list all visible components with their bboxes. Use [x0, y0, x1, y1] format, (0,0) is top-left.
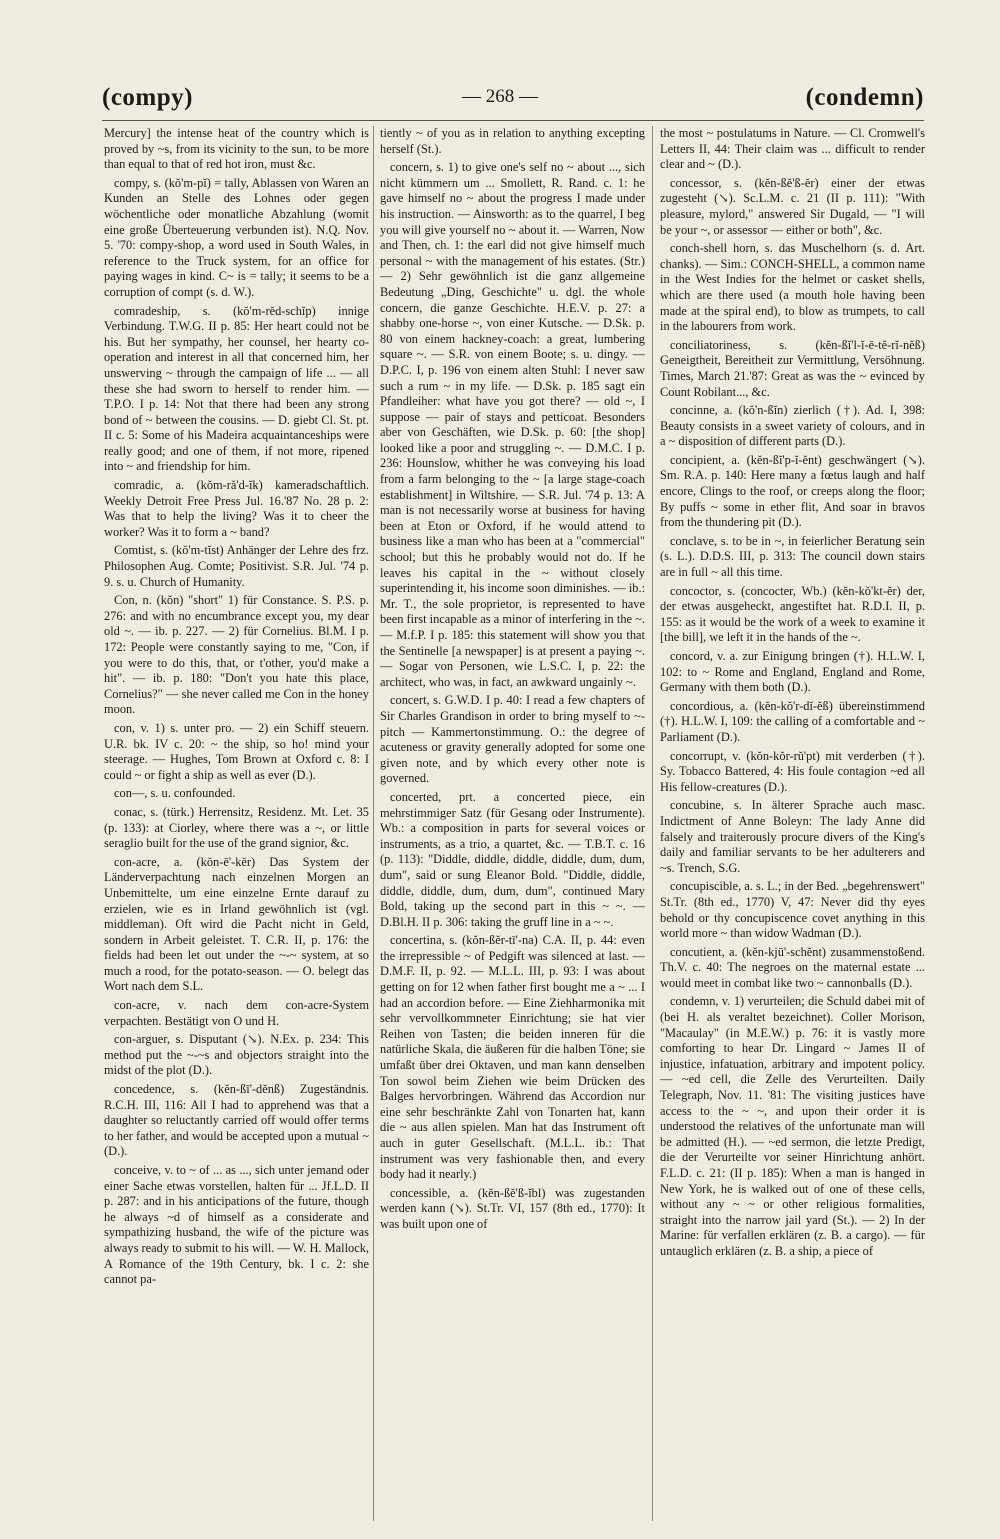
dictionary-entry: conciliatoriness, s. (kĕn-ßĭ'l-ĭ-ē-tĕ-rĭ-nĕß) Geneigtheit, Bereitheit zur Vermittlung, Versöhnung. Times, March 21.'87: Great as was the ~ evinced by Count Robilant..., &c.	[660, 337, 925, 399]
dictionary-entry: concessible, a. (kĕn-ßĕ'ß-ĭbl) was zugestanden werden kann (↘). St.Tr. VI, 157 (8th ed., 1770): It was built upon one of	[380, 1185, 645, 1231]
column-2	[380, 126, 645, 1526]
dictionary-entry: compy, s. (kŏ'm-pĭ) = tally, Ablassen von Waren an Kunden an Stelle des Lohnes oder gegen wöchentliche oder monatliche Abzahlung (womit eine große Überteuerung verbunden ist). N.Q. Nov. 5. '70: compy-shop, a word used in South Wales, in reference to the Truck system, for an office for paying wages in kind. C~ is = tally; it seems to be a corruption of compt (s. d. W.).	[104, 175, 369, 299]
dictionary-entry: concorrupt, v. (kŏn-kŏr-rŭ'pt) mit verderben (†). Sy. Tobacco Battered, 4: His foule contagion ~ed all His fellow-creatures (D.).	[660, 748, 925, 794]
dictionary-entry: comradic, a. (kŏm-ră'd-ĭk) kameradschaftlich. Weekly Detroit Free Press Jul. 16.'87 No. 28 p. 2: Was that to help the living? Was it to cheer the worker? Was it to form a ~ band?	[104, 478, 369, 539]
column-divider	[373, 126, 374, 1521]
header-rule	[102, 120, 924, 121]
continued-text: the most ~ postulatums in Nature. — Cl. Cromwell's Letters II, 44: Their claim was ... difficult to render clear and ~ (D.).	[660, 126, 925, 172]
dictionary-entry: con-arguer, s. Disputant (↘). N.Ex. p. 234: This method put the ~-~s and objectors straight into the midst of the plot (D.).	[104, 1032, 369, 1078]
dictionary-entry: Comtist, s. (kŏ'm-tĭst) Anhänger der Lehre des frz. Philosophen Aug. Comte; Positivist. S.R. Jul. '74 p. 9. s. u. Church of Humanity.	[104, 543, 369, 589]
column-divider	[652, 126, 653, 1521]
dictionary-entry: comradeship, s. (kŏ'm-rĕd-schĭp) innige Verbindung. T.W.G. II p. 85: Her heart could not be his. But her sympathy, her counsel, her hearty co-operation and interest in all that concerned him, her unswerving ~ through the campaign of life ... — all these she had sworn to herself to render him. — T.P.O. I p. 14: Not that there had been any strong bond of ~ between the cousins. — D. giebt Cl. St. pt. II c. 5: Some of his Madeira acquaintanceships were really good; and one of them, if not more, ripened into ~ and friendship for him.	[104, 303, 369, 474]
dictionary-entry: conch-shell horn, s. das Muschelhorn (s. d. Art. chanks). — Sim.: CONCH-SHELL, a common name in the West Indies for the helmet or casket shells, which are there used (a mouth hole having been made at the spiral end), to blow as trumpets, to call in the labourers from work.	[660, 241, 925, 334]
dictionary-entry: con, v. 1) s. unter pro. — 2) ein Schiff steuern. U.R. bk. IV c. 20: ~ the ship, so ho! mind your steerage. — Hughes, Tom Brown at Oxford c. 8: I could ~ or fight a ship as well as ever (D.).	[104, 720, 369, 782]
dictionary-entry: concordious, a. (kĕn-kŏ'r-dĭ-ĕß) übereinstimmend (†). H.L.W. I, 109: the calling of a comfortable and ~ Parliament (D.).	[660, 698, 925, 744]
dictionary-entry: concern, s. 1) to give one's self no ~ about ..., sich nicht kümmern um ... Smollett, R. Rand. c. 1: he gave himself no ~ about the progress I made under his instruction. — Ainsworth: as to the quarrel, I beg you will give yourself no ~ about it. — Warren, Now and Then, ch. 1: the earl did not give himself much personal ~ with the management of his estates. (Str.) — 2) Sehr gewöhnlich ist die ganz allgemeine Bedeutung „Ding, Geschichte" u. dgl. the whole concern, die ganze Geschichte. H.E.V. p. 27: a shabby one-horse ~, von einer Kutsche. — D.Sk. p. 80 von einem hackney-coach: a great, lumbering square ~. — S.R. von einem Boote; s. u. dingy. — D.P.C. I, p. 196 von einem alten Stuhl: I never saw such a rum ~ in my life. — D.Sk. p. 185 sagt ein Pfandleiher: what have you got there? — old ~, I suppose — pair of stays and petticoat. Besonders aber von Geschäften, wie D.Sk. p. 60: [the shop] looked like a poor and struggling ~. — D.M.C. I p. 236: Hounslow, whither he was conveying his load from a farm belonging to the ~ [a large stage-coach establishment] in Wiltshire. — S.R. Jul. '74 p. 13: A man is not necessarily worse at business for having been at Eton or Oxford, if he would attend to business like a man who has been at a "commercial" school; but this he probably would not do. If he leaves his capital in the ~ without closely superintending it, his income soon diminishes. — ib.: Mr. T., the sole proprietor, is represented to have been first incapable as a minor of interfering in the ~. — M.f.P. I p. 185: this statement will show you that the Sentinelle [a newspaper] is at present a paying ~. — Sogar von Personen, wie L.S.C. I, p. 22: the architect, who was, in fact, an awkward ungainly ~.	[380, 160, 645, 689]
dictionary-entry: condemn, v. 1) verurteilen; die Schuld dabei mit of (bei H. als veraltet bezeichnet). Coller Morison, "Macaulay" (in M.E.W.) p. 76: it is vastly more comforting to hear Dr. Lingard ~ James II of injustice, infatuation, arbitrary and impotent policy. — ~ed cell, die Zelle des Verurteilten. Daily Telegraph, Nov. 11. '81: The visiting justices have access to the ~ ~, and upon their order it is understood the relatives of the unfortunate man will be admitted (H.). — ~ed sermon, die letzte Predigt, die der Verurteilte vor seiner Hinrichtung anhört. F.L.D. c. 21: (II p. 185): When a man is hanged in New York, he is walked out of one of these cells, without any ~ ~ or other religious formalities, straight into the narrow jail yard (St.). — 2) In der Marine: für verfallen erklären (z. B. a cargo). — für untauglich erklären (z. B. a ship, a piece of	[660, 994, 925, 1258]
dictionary-entry: concupiscible, a. s. L.; in der Bed. „begehrenswert" St.Tr. (8th ed., 1770) V, 47: Never did thy eyes behold or thy concupiscence covet anything in this world more ~ than widow Wadman (D.).	[660, 879, 925, 941]
continued-text: tiently ~ of you as in relation to anything excepting herself (St.).	[380, 126, 645, 156]
dictionary-entry: concutient, a. (kĕn-kjū'-schĕnt) zusammenstoßend. Th.V. c. 40: The negroes on the maternal estate ... would meet in combat like two ~ cannonballs (D.).	[660, 944, 925, 990]
dictionary-entry: conac, s. (türk.) Herrensitz, Residenz. Mt. Let. 35 (p. 133): at Ciorley, where there was a ~, or little seraglio built for the use of the grand signior, &c.	[104, 804, 369, 851]
page-header	[0, 84, 1000, 124]
page-number: — 268 —	[462, 86, 538, 107]
dictionary-entry: concinne, a. (kŏ'n-ßĭn) zierlich (†). Ad. I, 398: Beauty consists in a sweet variety of colours, and in a ~ disposition of different parts (D.).	[660, 403, 925, 449]
dictionary-entry: conceive, v. to ~ of ... as ..., sich unter jemand oder einer Sache etwas vorstellen, halten für ... Jf.L.D. II p. 287: and in his anticipations of the future, though he always ~d of himself as a considerate and sympathizing husband, the wife of the picture was always ready to submit to his will. — W. H. Mallock, A Romance of the 19th Century, bk. I c. 2: she cannot pa-	[104, 1163, 369, 1287]
dictionary-entry: concedence, s. (kĕn-ßī'-dĕnß) Zugeständnis. R.C.H. III, 116: All I had to apprehend was that a daughter so reluctantly carried off would offer terms to her father, and would be accepted upon a mutual ~ (D.).	[104, 1082, 369, 1159]
dictionary-entry: concessor, s. (kĕn-ßĕ'ß-ĕr) einer der etwas zugesteht (↘). Sc.L.M. c. 21 (II p. 111): "With pleasure, mylord," answered Sir Dugald, — "I will be your ~, or assessor — either or both", &c.	[660, 175, 925, 237]
continued-text: Mercury] the intense heat of the country which is proved by ~s, from its vicinity to the sun, to be more than equal to that of red hot iron, must &c.	[104, 126, 369, 172]
dictionary-entry: concipient, a. (kĕn-ßĭ'p-ĭ-ĕnt) geschwängert (↘). Sm. R.A. p. 140: Here many a fœtus laugh and half encore, Clings to the roof, or creeps along the floor; By puffs ~ some in ether flit, And soar in bravos from the thundering pit (D.).	[660, 452, 925, 530]
dictionary-entry: conclave, s. to be in ~, in feierlicher Beratung sein (s. L.). D.D.S. III, p. 313: The council down stairs are in full ~ all this time.	[660, 533, 925, 580]
dictionary-entry: concerted, prt. a concerted piece, ein mehrstimmiger Satz (für Gesang oder Instrumente). Wb.: a composition in parts for several voices or instruments, as a trio, a quartet, &c. — T.B.T. c. 16 (p. 113): "Diddle, diddle, diddle, diddle, dum, dum, dum", said or sung Eleanor Bold. "Diddle, diddle, diddle, diddle, dum, dum, dum", continued Mary Bold, taking up the second part in this ~ ~. — D.Bl.H. II p. 306: taking the gruff line in a ~ ~.	[380, 789, 645, 929]
left-running-head: (compy)	[102, 84, 193, 111]
dictionary-entry: concert, s. G.W.D. I p. 40: I read a few chapters of Sir Charles Grandison in order to bring myself to ~-pitch — Kammertonstimmung. O.: the degree of acuteness or gravity generally adopted for some one given note, and by which every other note is governed.	[380, 693, 645, 786]
dictionary-entry: concertina, s. (kŏn-ßĕr-tī'-na) C.A. II, p. 44: even the irrepressible ~ of Pedgift was silenced at last. — D.M.F. II, p. 92. — M.L.L. III, p. 93: I was about getting on for 12 when father first bought me a ~ ... I had an accordion before. — Eine Ziehharmonika mit sehr vervollkommneter Einrichtung; sie hat vier Reihen von Tasten; die beiden inneren für die natürliche Skala, die äußeren für die halben Töne; sie umfaßt über drei Oktaven, und man kann denselben Ton sowol beim Ziehen wie beim Drücken des Balges hervorbringen. Während das Accordion nur eine sehr beschränkte Zahl von Tonarten hat, kann die ~ aus allen spielen. Man hat das Instrument oft auch in guter Gesellschaft. (M.L.L. ib.: That instrument was very fashionable then, and every body had it nearly.)	[380, 933, 645, 1182]
dictionary-entry: concubine, s. In älterer Sprache auch masc. Indictment of Anne Boleyn: The lady Anne did falsely and traiterously procure divers of the King's daily and familiar servants to be her adulterers and ~s. Trench, S.G.	[660, 798, 925, 875]
dictionary-entry: Con, n. (kŏn) "short" 1) für Constance. S. P.S. p. 276: and with no encumbrance except you, my dear old ~. — ib. p. 227. — 2) für Cornelius. Bl.M. I p. 172: People were constantly saying to me, "Con, if you were to do this, that, or t'other, you'd make a hit". — ib. p. 180: "Don't you hate this place, Cornelius?" — she never called me Con in the honey moon.	[104, 593, 369, 717]
dictionary-entry: con-acre, a. (kŏn-ē'-kĕr) Das System der Länderverpachtung nach einzelnen Morgen an Unbemittelte, um eine einzelne Ernte darauf zu erzielen, wie es in Irland gewöhnlich ist (vgl. middleman). Oft wird die Pacht nicht in Geld, sondern in Arbeit geleistet. T. C.R. II, p. 176: the fields had been let out under the ~-~ system, at so much a rood, for the potato-season. — O. belegt das Wort nach dem S.L.	[104, 854, 369, 994]
column-3	[660, 126, 925, 1526]
dictionary-entry: con-acre, v. nach dem con-acre-System verpachten. Bestätigt von O und H.	[104, 998, 369, 1028]
dictionary-entry: concoctor, s. (concocter, Wb.) (kĕn-kŏ'kt-ĕr) der, der etwas ausgeheckt, angestiftet hat. R.D.I. II, p. 155: as it would be the work of a week to examine it [the bill], we left it in the hands of the ~.	[660, 583, 925, 645]
column-1	[104, 126, 369, 1526]
dictionary-entry: con—, s. u. confounded.	[114, 786, 236, 801]
right-running-head: (condemn)	[805, 84, 924, 111]
dictionary-entry: concord, v. a. zur Einigung bringen (†). H.L.W. I, 102: to ~ Rome and England, England and Rome, Germany with them both (D.).	[660, 649, 925, 695]
